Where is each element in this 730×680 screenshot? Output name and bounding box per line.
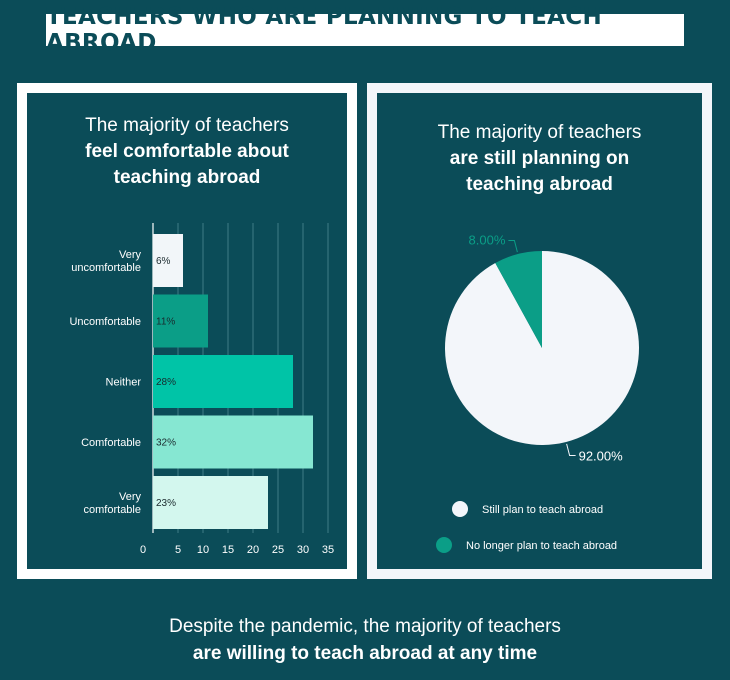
pie-heading-line1: The majority of teachers <box>437 122 642 143</box>
bar-3 <box>153 416 313 469</box>
bar-value-label-2: 28% <box>156 377 177 388</box>
pie-chart-panel <box>367 83 712 579</box>
pie-chart <box>377 93 702 569</box>
x-tick-label-0: 0 <box>139 544 147 556</box>
bar-heading-bold-line1: feel comfortable about <box>85 141 289 162</box>
pie-heading-bold-line1: are still planning on <box>449 148 630 169</box>
category-label-3-0: Comfortable <box>81 437 141 449</box>
footer-line1: Despite the pandemic, the majority of teachers <box>169 616 561 637</box>
x-tick-label-20: 20 <box>246 544 260 556</box>
bar-chart <box>27 93 347 569</box>
footer-text <box>0 613 730 667</box>
pie-label-1: 8.00% <box>468 232 506 248</box>
pie-heading-bold-line2: teaching abroad <box>466 174 613 195</box>
category-label-0-0: Very <box>118 249 141 261</box>
bar-value-label-4: 23% <box>156 498 177 509</box>
bar-chart-panel <box>17 83 357 579</box>
legend-label-0: Still plan to teach abroad <box>482 504 604 516</box>
bar-heading-line1: The majority of teachers <box>85 115 289 136</box>
pie-leader-1 <box>508 240 517 252</box>
x-tick-label-35: 35 <box>321 544 335 556</box>
page-title: TEACHERS WHO ARE PLANNING TO TEACH ABROAD <box>46 4 603 56</box>
x-tick-label-30: 30 <box>296 544 310 556</box>
footer-line2: are willing to teach abroad at any time <box>192 643 538 664</box>
category-label-4-0: Very <box>118 491 141 503</box>
category-label-1-0: Uncomfortable <box>69 316 141 328</box>
x-tick-label-5: 5 <box>174 544 182 556</box>
bar-value-label-3: 32% <box>156 437 177 449</box>
pie-leader-0 <box>567 444 576 456</box>
category-label-4-1: comfortable <box>83 504 141 516</box>
category-label-0-1: uncomfortable <box>71 262 141 274</box>
bar-value-label-0: 6% <box>156 256 171 267</box>
x-tick-label-15: 15 <box>221 544 235 556</box>
x-tick-label-10: 10 <box>196 544 210 556</box>
pie-label-0: 92.00% <box>578 448 623 464</box>
x-tick-label-25: 25 <box>271 544 285 556</box>
title-banner <box>46 4 684 56</box>
legend-swatch-1 <box>436 537 452 553</box>
bar-value-label-1: 11% <box>156 316 176 328</box>
bar-heading-bold-line2: teaching abroad <box>113 167 261 188</box>
legend-label-1: No longer plan to teach abroad <box>466 540 618 552</box>
category-label-2-0: Neither <box>105 376 141 389</box>
legend-swatch-0 <box>452 501 468 517</box>
